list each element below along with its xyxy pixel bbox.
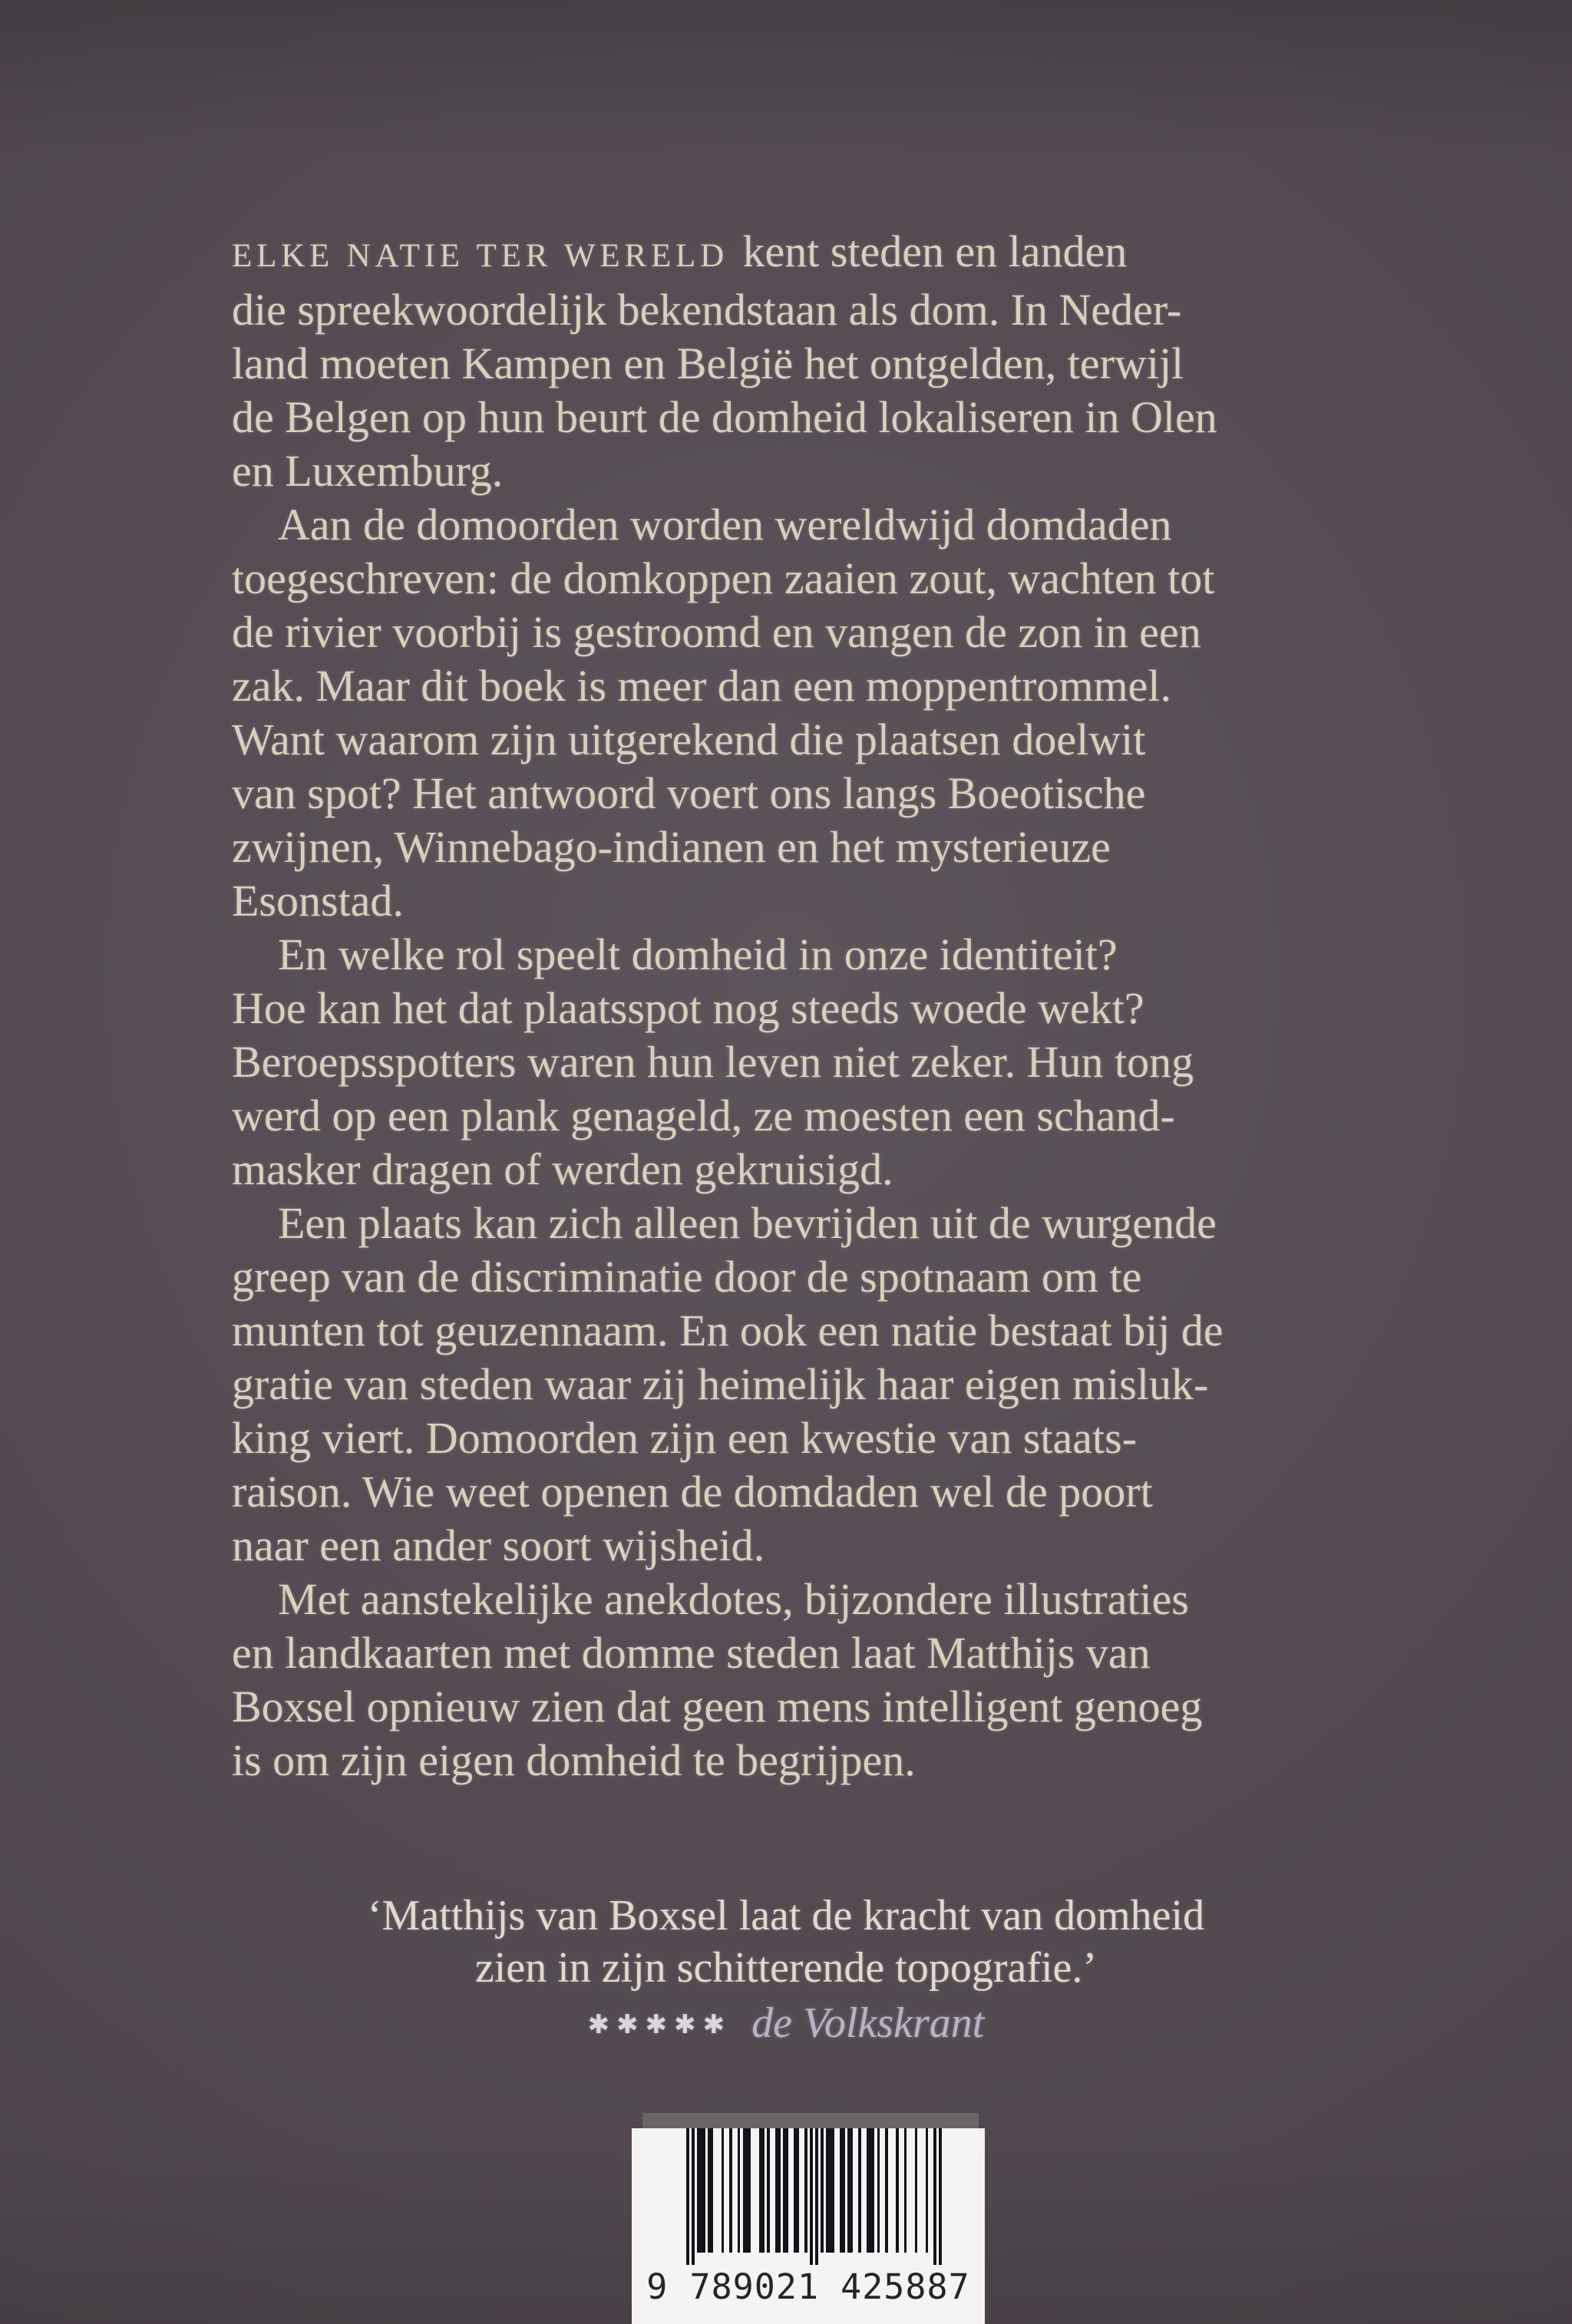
blurb-line: werd op een plank genageld, ze moesten een schand- (232, 1091, 1175, 1141)
blurb-line: Met aanstekelijke anekdotes, bijzondere illustraties (278, 1574, 1189, 1624)
review-quote-line: zien in zijn schitterende topografie.’ (474, 1944, 1098, 1992)
blurb-line: Een plaats kan zich alleen bevrijden uit de wurgende (278, 1198, 1217, 1248)
blurb-line: ELKE NATIE TER WERELD kent steden en landen (232, 226, 1128, 276)
blurb-line: king viert. Domoorden zijn een kwestie van staats- (232, 1413, 1138, 1463)
review-quote-block (0, 1890, 1572, 2049)
barcode-bars (632, 2128, 985, 2265)
review-quote-line: ‘Matthijs van Boxsel laat de kracht van domheid (367, 1892, 1205, 1939)
paragraph (232, 1197, 1352, 1573)
blurb-line: munten tot geuzennaam. En ook een natie bestaat bij de (232, 1306, 1224, 1355)
barcode-label (632, 2128, 985, 2324)
blurb-line: naar een ander soort wijsheid. (232, 1520, 765, 1570)
paragraph (232, 1573, 1352, 1788)
blurb-line: Esonstad. (232, 876, 404, 926)
blurb-line: Want waarom zijn uitgerekend die plaatsen doelwit (232, 715, 1146, 764)
blurb-line: Beroepsspotters waren hun leven niet zeker. Hun tong (232, 1037, 1194, 1087)
blurb-line: En welke rol speelt domheid in onze identiteit? (278, 929, 1118, 979)
blurb-line: zak. Maar dit boek is meer dan een moppentrommel. (232, 661, 1172, 711)
blurb-line: die spreekwoordelijk bekendstaan als dom. In Neder- (232, 285, 1182, 335)
star-rating: ✱✱✱✱✱ (587, 2009, 732, 2040)
blurb (232, 225, 1352, 1788)
blurb-line: toegeschreven: de domkoppen zaaien zout, wachten tot (232, 553, 1215, 603)
blurb-line: gratie van steden waar zij heimelijk haar eigen misluk- (232, 1359, 1209, 1409)
blurb-line: van spot? Het antwoord voert ons langs Boeotische (232, 768, 1146, 818)
blurb-line: raison. Wie weet openen de domdaden wel de poort (232, 1467, 1153, 1517)
blurb-line: is om zijn eigen domheid te begrijpen. (232, 1735, 916, 1785)
paragraph (232, 225, 1352, 498)
barcode-bar (939, 2128, 942, 2265)
barcode (632, 2113, 985, 2324)
blurb-line: land moeten Kampen en België het ontgelden, terwijl (232, 338, 1184, 388)
isbn-number: 9 789021 425887 (646, 2266, 970, 2307)
blurb-line: masker dragen of werden gekruisigd. (232, 1144, 893, 1194)
lead-smallcaps: ELKE NATIE TER WERELD (232, 238, 728, 274)
review-source: de Volkskrant (751, 1999, 985, 2047)
blurb-line: Hoe kan het dat plaatsspot nog steeds woede wekt? (232, 983, 1144, 1033)
paragraph (232, 498, 1352, 928)
barcode-top-strip (642, 2113, 979, 2128)
blurb-line: de Belgen op hun beurt de domheid lokaliseren in Olen (232, 392, 1217, 442)
blurb-line: Aan de domoorden worden wereldwijd domdaden (278, 500, 1172, 550)
blurb-line: en landkaarten met domme steden laat Matthijs van (232, 1628, 1151, 1678)
blurb-line: Boxsel opnieuw zien dat geen mens intelligent genoeg (232, 1682, 1203, 1731)
paragraph (232, 928, 1352, 1197)
blurb-line: zwijnen, Winnebago-indianen en het mysterieuze (232, 822, 1111, 872)
blurb-line: en Luxemburg. (232, 446, 504, 496)
blurb-line: de rivier voorbij is gestroomd en vangen de zon in een (232, 607, 1201, 657)
blurb-line: greep van de discriminatie door de spotnaam om te (232, 1252, 1142, 1302)
review-meta (0, 1997, 1572, 2049)
